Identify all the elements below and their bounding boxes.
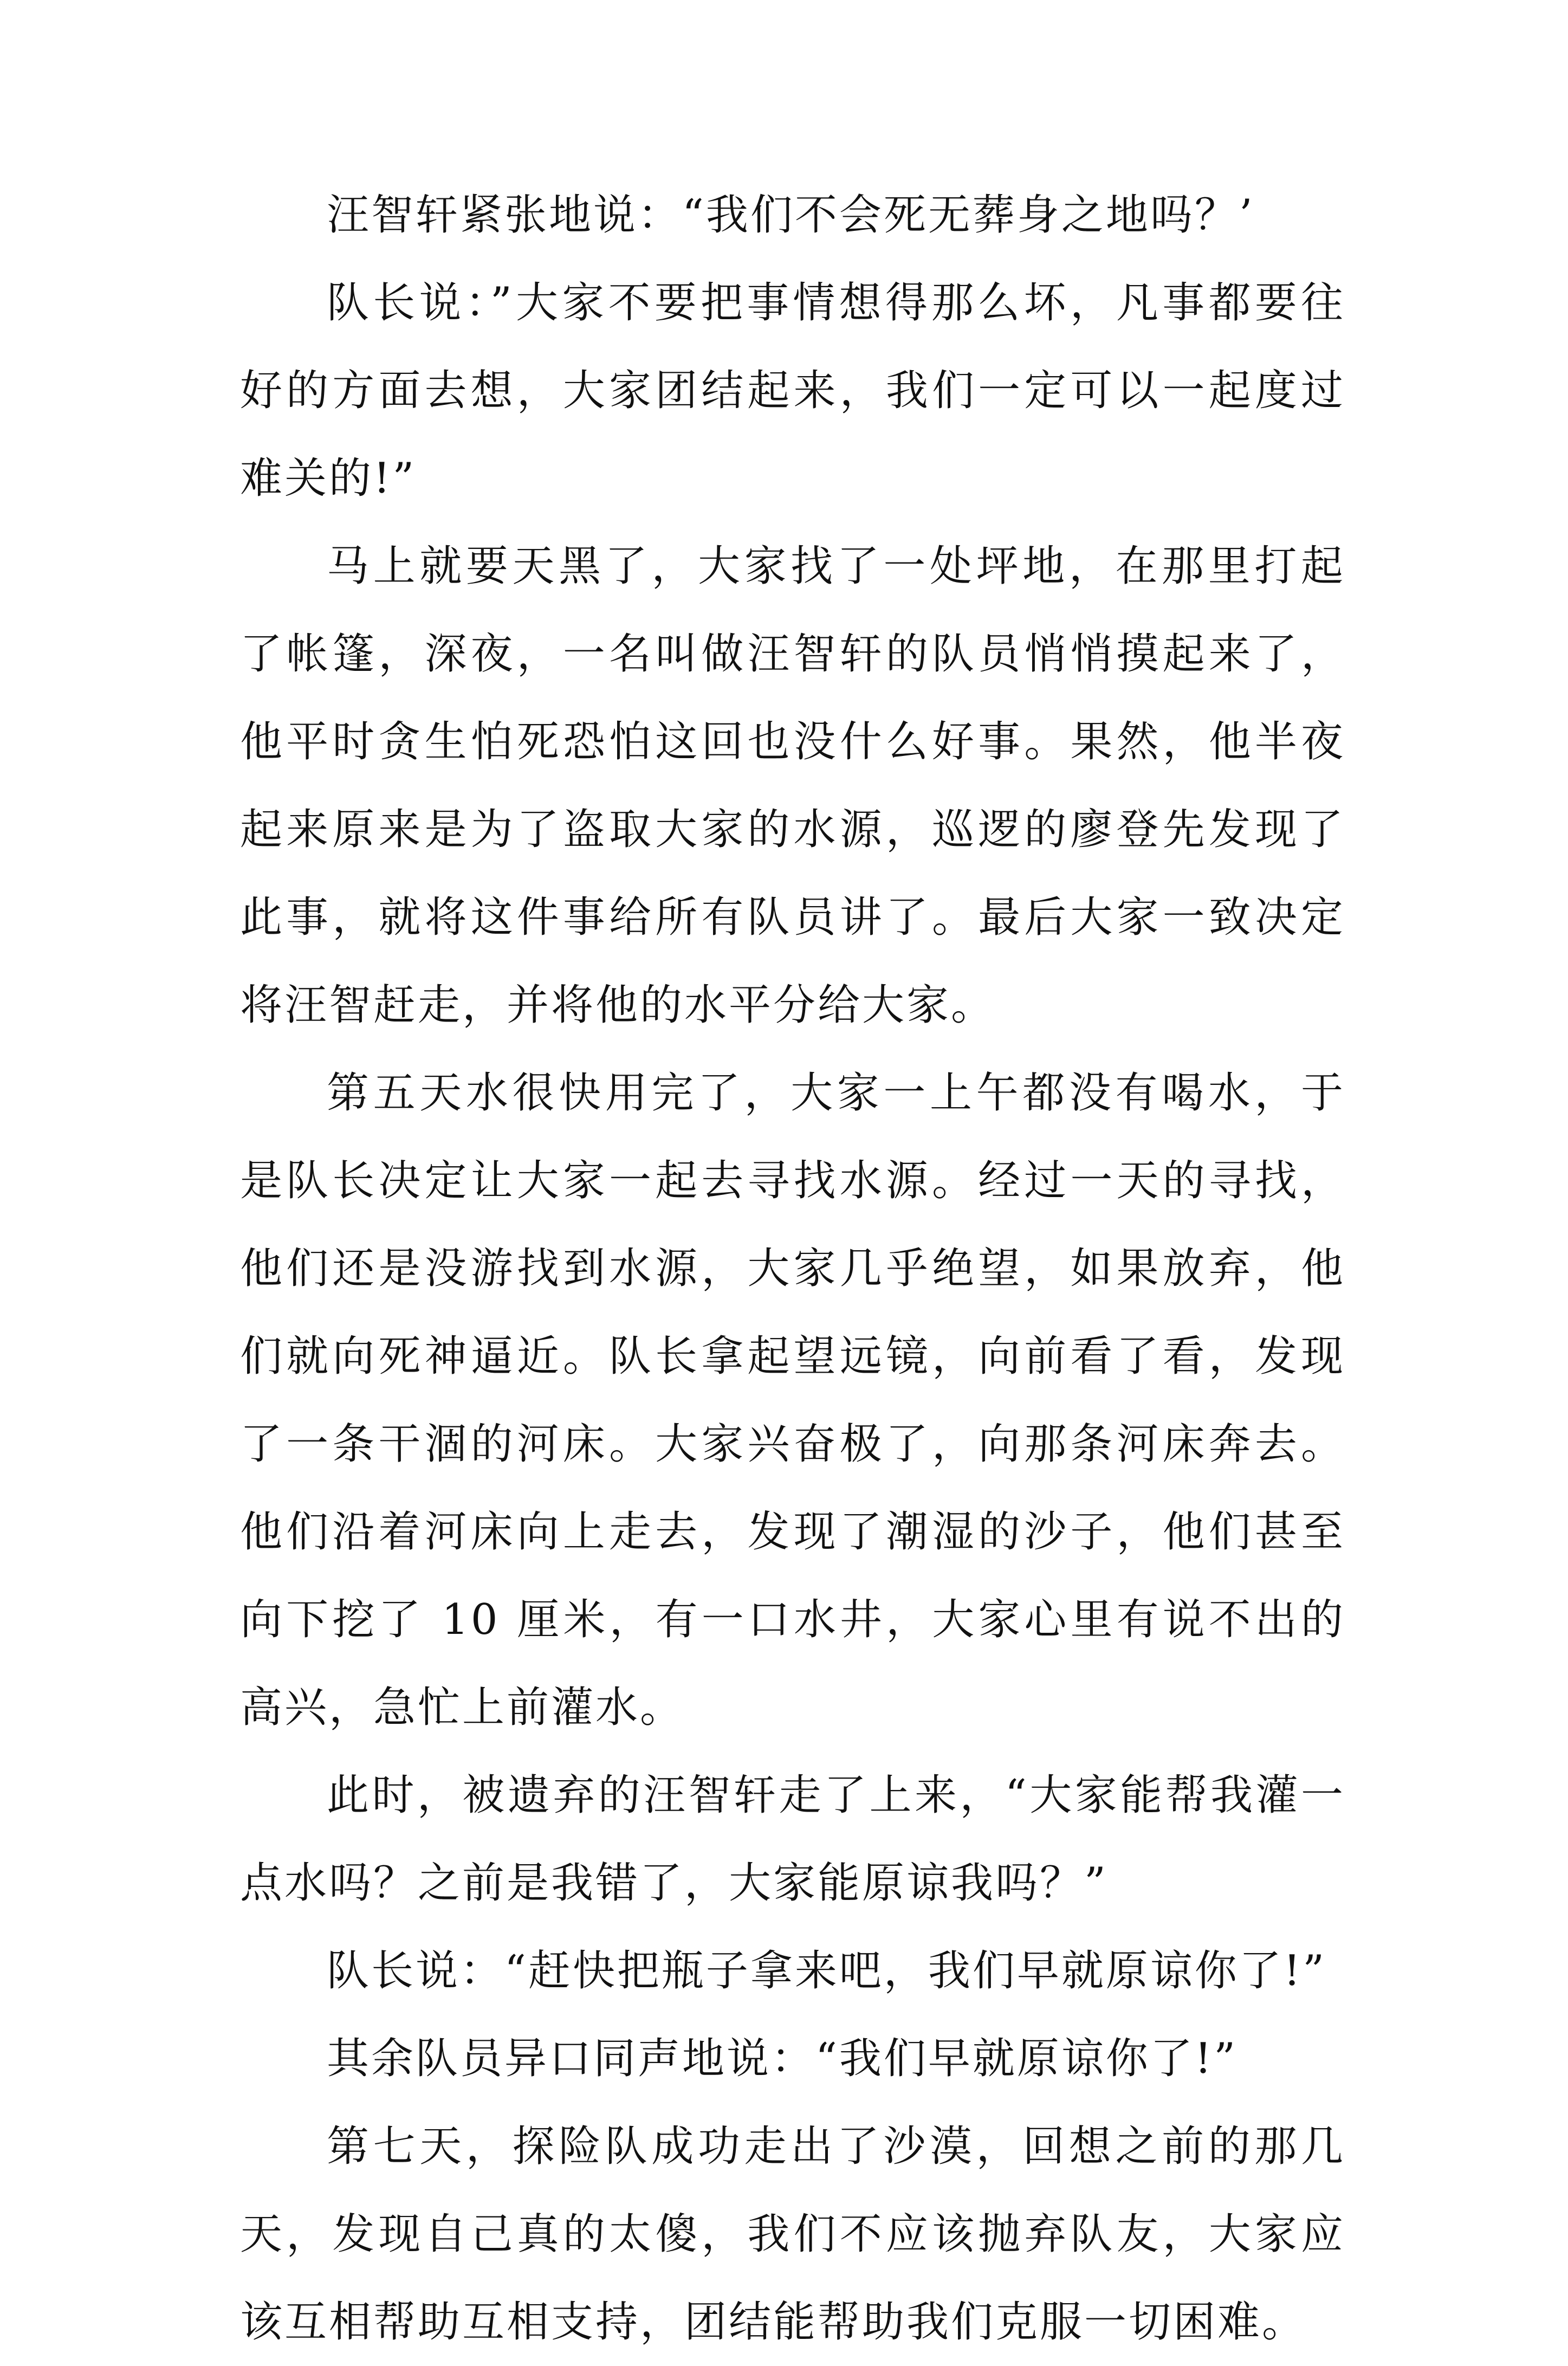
paragraph-8: 第七天，探险队成功走出了沙漠，回想之前的那几天，发现自己真的太傻，我们不应该抛弃队友，大家应该互相帮助互相支持，团结能帮助我们克服一切困难。 [240,2122,1345,2346]
story-body [240,171,1345,2366]
paragraph-5: 此时，被遗弃的汪智轩走了上来，“大家能帮我灌一点水吗？之前是我错了，大家能原谅我吗？” [240,1771,1345,1908]
paragraph-4: 第五天水很快用完了，大家一上午都没有喝水，于是队长决定让大家一起去寻找水源。经过一天的寻找，他们还是没游找到水源，大家几乎绝望，如果放弃，他们就向死神逼近。队长拿起望远镜，向前看了看，发现了一条干涸的河床。大家兴奋极了，向那条河床奔去。他们沿着河床向上走去，发现了潮湿的沙子，他们甚至向下挖了 10 厘米，有一口水井，大家心里有说不出的高兴，急忙上前灌水。 [240,1069,1345,1732]
paragraph-3: 马上就要天黑了，大家找了一处坪地，在那里打起了帐篷，深夜，一名叫做汪智轩的队员悄悄摸起来了，他平时贪生怕死恐怕这回也没什么好事。果然，他半夜起来原来是为了盗取大家的水源，巡逻的廖登先发现了此事，就将这件事给所有队员讲了。最后大家一致决定将汪智赶走，并将他的水平分给大家。 [240,542,1345,1030]
paragraph-7: 其余队员异口同声地说：“我们早就原谅你了!” [327,2034,1238,2083]
paragraph-2: 队长说：”大家不要把事情想得那么坏，凡事都要往好的方面去想，大家团结起来，我们一定可以一起度过难关的!” [240,279,1345,503]
paragraph-1: 汪智轩紧张地说：“我们不会死无葬身之地吗？’ [327,191,1255,240]
paragraph-6: 队长说：“赶快把瓶子拿来吧，我们早就原谅你了!” [327,1947,1327,1995]
